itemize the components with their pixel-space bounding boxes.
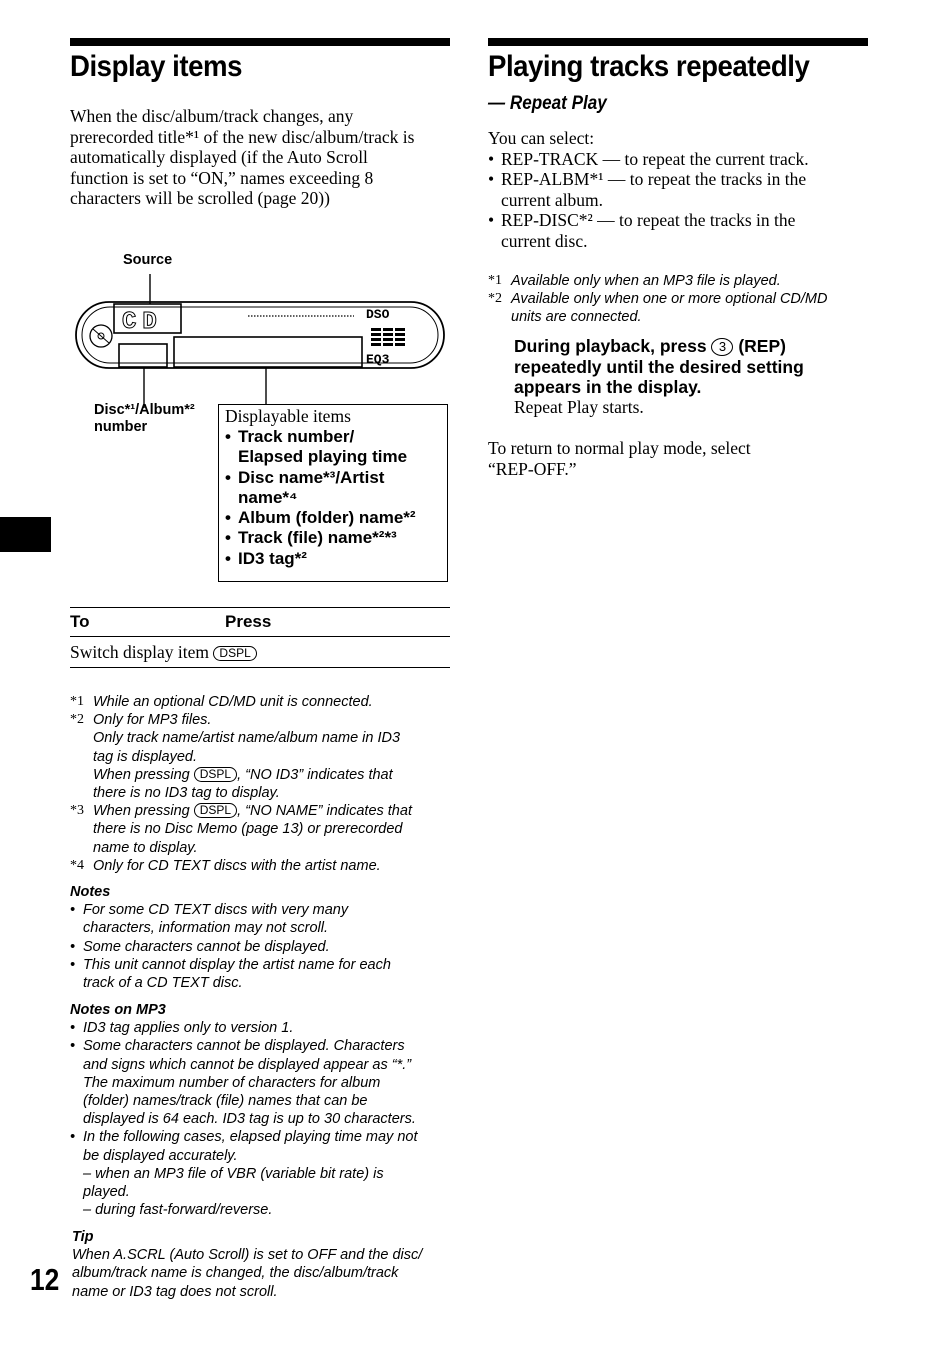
step-line: appears in the display. [514, 377, 702, 397]
step-line: repeatedly until the desired setting [514, 356, 804, 377]
displayable-item: name*⁴ [238, 487, 298, 507]
dspl-key-icon: DSPL [194, 767, 237, 782]
notes-section [70, 883, 460, 992]
display-footnotes [70, 693, 460, 875]
number-label: number [94, 419, 148, 435]
repeat-option: • REP-DISC*² — to repeat the tracks in the current disc. [488, 210, 796, 251]
tip-section [72, 1228, 462, 1301]
displayable-item: • Track (file) name*²*³ [225, 528, 397, 548]
displayable-item: • Track number/ [225, 427, 355, 446]
step-line: During playback, press 3 (REP) [514, 336, 786, 356]
tip-heading: Tip [72, 1229, 94, 1245]
lcd-source-text: CD [122, 309, 163, 336]
note-item: • This unit cannot display the artist name for each track of a CD TEXT disc. [70, 956, 391, 992]
displayable-item: • ID3 tag*² [225, 548, 307, 568]
table-top-rule [70, 607, 450, 608]
return-line: To return to normal play mode, select [488, 438, 751, 458]
dspl-key-icon: DSPL [213, 646, 256, 661]
repeat-options [488, 128, 878, 251]
table-header-rule [70, 636, 450, 637]
displayable-items-list [225, 427, 445, 569]
repeat-footnotes [488, 272, 878, 327]
button-3-icon: 3 [711, 338, 733, 356]
dspl-key-icon: DSPL [194, 803, 237, 818]
table-header-press: Press [225, 612, 272, 631]
title-rule-right [488, 38, 868, 46]
note-mp3-item: • ID3 tag applies only to version 1. [70, 1020, 294, 1037]
note-mp3-subitem: – during fast-forward/reverse. [83, 1202, 273, 1219]
tip-line: When A.SCRL (Auto Scroll) is set to OFF and the disc/ [72, 1247, 423, 1264]
section-subtitle-repeat: — Repeat Play [488, 93, 607, 114]
intro-line: function is set to “ON,” names exceeding 8 [70, 167, 374, 188]
footnote-3: *3 When pressing DSPL , “NO NAME” indicates that there is no Disc Memo (page 13) or prerecorded name to display. [70, 803, 412, 856]
table-header-to: To [70, 612, 90, 631]
displayable-item: Elapsed playing time [238, 447, 408, 467]
repeat-footnote-2: *2 Available only when one or more optional CD/MD units are connected. [488, 291, 828, 326]
footnote-1: *1 While an optional CD/MD unit is connected. [70, 694, 373, 710]
displayable-item: • Album (folder) name*² [225, 508, 416, 528]
note-item: • Some characters cannot be displayed. [70, 938, 330, 955]
step-result: Repeat Play starts. [514, 397, 644, 417]
displayable-items-content [225, 406, 445, 569]
repeat-option: • REP-TRACK — to repeat the current track. [488, 148, 809, 169]
title-rule-left [70, 38, 450, 46]
section-title-repeat: Playing tracks repeatedly [488, 50, 810, 83]
page-number: 12 [30, 1262, 60, 1297]
repeat-step [514, 336, 874, 398]
footnote-4: *4 Only for CD TEXT discs with the artist name. [70, 857, 381, 874]
table-bottom-rule [70, 667, 450, 668]
display-panel-illustration [70, 270, 450, 410]
intro-line: automatically displayed (if the Auto Scroll [70, 147, 368, 167]
section-title-display-items: Display items [70, 50, 242, 83]
repeat-footnote-1: *1 Available only when an MP3 file is played. [488, 273, 781, 289]
section-tab-marker [0, 517, 51, 552]
repeat-option: • REP-ALBM*¹ — to repeat the tracks in the current album. [488, 169, 807, 210]
return-instructions [488, 438, 878, 479]
lcd-dso-text: DSO [366, 307, 390, 322]
notes-mp3-heading: Notes on MP3 [70, 1002, 166, 1018]
select-intro: You can select: [488, 128, 595, 148]
note-mp3-item: • Some characters cannot be displayed. Characters and signs which cannot be displayed appear as “*.” The maximum number of characters for album (folder) names/track (file) names that can be displayed is 64 each. ID3 tag is up to 30 characters. [70, 1038, 416, 1128]
source-label: Source [123, 252, 173, 268]
note-mp3-item: • In the following cases, elapsed playing time may not be displayed accurately. [70, 1129, 418, 1164]
equalizer-bars-icon [371, 328, 405, 346]
intro-line: When the disc/album/track changes, any [70, 106, 354, 126]
intro-line: prerecorded title*¹ of the new disc/album/track is [70, 126, 415, 147]
return-line: “REP-OFF.” [488, 458, 577, 479]
table-row-action: Switch display item [70, 642, 210, 662]
footnote-2: *2 Only for MP3 files. Only track name/artist name/album name in ID3 tag is displayed. When pressing DSPL , “NO ID3” indicates that there is no ID3 tag to display. [70, 712, 401, 802]
intro-paragraph [70, 106, 460, 209]
disc-number-box [119, 344, 167, 367]
table-row [70, 642, 257, 663]
disc-album-label: Disc*¹/Album*² [94, 402, 195, 418]
note-mp3-subitem: – when an MP3 file of VBR (variable bit rate) is played. [83, 1165, 384, 1201]
displayable-item: • Disc name*³/Artist [225, 467, 385, 487]
lcd-eq3-text: EQ3 [366, 352, 390, 367]
tip-line: album/track name is changed, the disc/album/track [72, 1265, 399, 1282]
notes-mp3-section [70, 1001, 460, 1219]
intro-line: characters will be scrolled (page 20)) [70, 188, 330, 208]
notes-heading: Notes [70, 884, 111, 900]
disc-album-number-label [94, 402, 195, 436]
displayable-items-title: Displayable items [225, 406, 351, 426]
tip-line: name or ID3 tag does not scroll. [72, 1283, 278, 1300]
note-item: • For some CD TEXT discs with very many characters, information may not scroll. [70, 902, 349, 937]
